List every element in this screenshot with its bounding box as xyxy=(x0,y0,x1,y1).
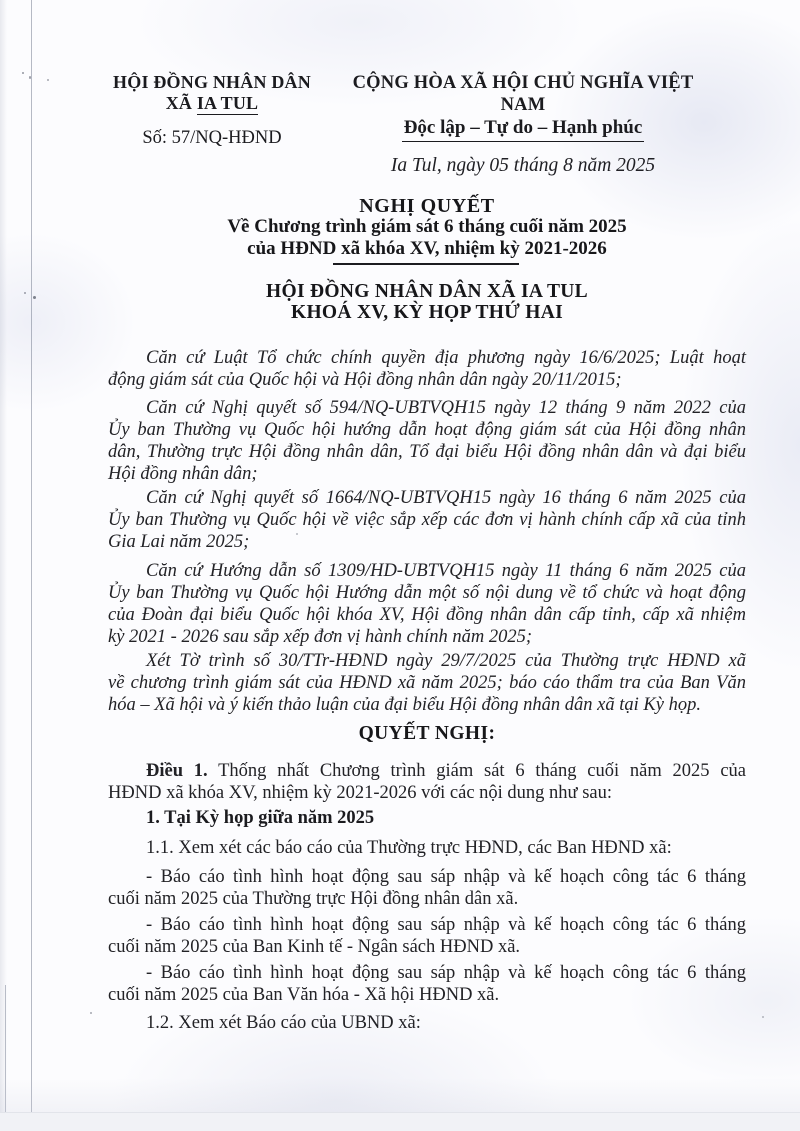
bullet-report-3 xyxy=(108,962,746,1006)
place-and-date: Ia Tul, ngày 05 tháng 8 năm 2025 xyxy=(390,155,656,176)
article-1-text: Thống nhất Chương trình giám sát 6 tháng cuối năm 2025 của xyxy=(207,761,746,781)
national-motto-wrap xyxy=(342,116,704,142)
text-line: Căn cứ Nghị quyết số 1664/NQ-UBTVQH15 ngày 16 tháng 6 năm 2025 của xyxy=(146,488,746,508)
resolve-heading: QUYẾT NGHỊ: xyxy=(358,723,496,744)
scan-fold-line xyxy=(31,0,32,1112)
preamble-paragraph-4 xyxy=(108,560,746,648)
scan-left-edge-shade xyxy=(0,0,7,1112)
title-divider-rule xyxy=(333,263,519,265)
issuing-authority-name: HỘI ĐỒNG NHÂN DÂN xyxy=(113,72,311,92)
text-line xyxy=(108,760,746,782)
scan-speck xyxy=(22,72,24,74)
text-line: Ủy ban Thường vụ Quốc hội Hướng dẫn một số nội dung về tổ chức và hoạt động xyxy=(108,583,746,603)
text-line: Ủy ban Thường vụ Quốc hội về việc sắp xếp các đơn vị hành chính cấp xã của tỉnh xyxy=(108,510,746,530)
preamble-paragraph-2 xyxy=(108,397,746,485)
council-heading-line1: HỘI ĐỒNG NHÂN DÂN XÃ IA TUL xyxy=(266,281,588,302)
section-1-heading: 1. Tại Kỳ họp giữa năm 2025 xyxy=(146,808,375,828)
text-line: Xét Tờ trình số 30/TTr-HĐND ngày 29/7/2025 của Thường trực HĐND xã xyxy=(146,651,746,671)
text-line: Căn cứ Nghị quyết số 594/NQ-UBTVQH15 ngày 12 tháng 9 năm 2022 của xyxy=(146,398,746,418)
national-title: CỘNG HÒA XÃ HỘI CHỦ NGHĨA VIỆT NAM xyxy=(352,73,694,115)
bullet-report-1 xyxy=(108,866,746,910)
scan-bottom-shade xyxy=(0,1078,800,1112)
preamble-paragraph-5 xyxy=(108,650,746,716)
scan-speck xyxy=(762,1016,764,1018)
text-line: hóa – Xã hội và ý kiến thảo luận của đại biểu Hội đồng nhân dân xã tại Kỳ họp. xyxy=(108,695,701,715)
text-line: về chương trình giám sát của HĐND xã năm 2025; báo cáo thẩm tra của Ban Văn xyxy=(108,673,746,693)
text-line: 1.1. Xem xét các báo cáo của Thường trực HĐND, các Ban HĐND xã: xyxy=(146,838,672,858)
issuing-authority-block xyxy=(112,72,312,149)
scan-outside-page-strip xyxy=(0,1112,800,1131)
scan-speck xyxy=(47,79,49,81)
text-line: HĐND xã khóa XV, nhiệm kỳ 2021-2026 với các nội dung như sau: xyxy=(108,783,612,803)
text-line: Căn cứ Luật Tổ chức chính quyền địa phương ngày 16/6/2025; Luật hoạt xyxy=(146,348,746,368)
item-1-2 xyxy=(108,1012,746,1034)
scan-speck xyxy=(24,292,26,294)
national-motto: Độc lập – Tự do – Hạnh phúc xyxy=(402,117,645,142)
text-line: 1.2. Xem xét Báo cáo của UBND xã: xyxy=(146,1013,421,1033)
text-line: cuối năm 2025 của Thường trực Hội đồng nhân dân xã. xyxy=(108,889,519,909)
document-subtitle-line2: của HĐND xã khóa XV, nhiệm kỳ 2021-2026 xyxy=(247,238,607,259)
text-line: Ủy ban Thường vụ Quốc hội hướng dẫn hoạt động giám sát của Hội đồng nhân xyxy=(108,420,746,440)
scan-speck xyxy=(29,76,31,79)
preamble-paragraph-3 xyxy=(108,487,746,553)
bullet-report-2 xyxy=(108,914,746,958)
commune-name-underlined: IA TUL xyxy=(196,93,259,113)
document-subtitle-line1: Về Chương trình giám sát 6 tháng cuối năm 2025 xyxy=(227,216,627,237)
text-line: cuối năm 2025 của Ban Kinh tế - Ngân sách HĐND xã. xyxy=(108,937,521,957)
council-heading-line2: KHOÁ XV, KỲ HỌP THỨ HAI xyxy=(291,302,563,323)
scan-speck xyxy=(90,1012,92,1014)
document-title: NGHỊ QUYẾT xyxy=(359,195,495,217)
text-line: kỳ 2021 - 2026 sau sắp xếp đơn vị hành chính năm 2025; xyxy=(108,627,533,647)
document-number: Số: 57/NQ-HĐND xyxy=(142,128,282,148)
item-1-1 xyxy=(108,837,746,859)
text-line: Căn cứ Hướng dẫn số 1309/HD-UBTVQH15 ngày 11 tháng 6 năm 2025 của xyxy=(146,561,746,581)
text-line: cuối năm 2025 của Ban Văn hóa - Xã hội HĐND xã. xyxy=(108,985,500,1005)
text-line: - Báo cáo tình hình hoạt động sau sáp nhập và kế hoạch công tác 6 tháng xyxy=(146,915,746,935)
text-line: Gia Lai năm 2025; xyxy=(108,532,250,552)
text-line: của Đoàn đại biểu Quốc hội khóa XV, Hội đồng nhân dân cấp tỉnh, cấp xã nhiệm xyxy=(108,605,746,625)
article-1-paragraph xyxy=(108,760,746,804)
preamble-paragraph-1 xyxy=(108,347,746,391)
document-subtitle xyxy=(108,216,746,260)
text-line: động giám sát của Quốc hội và Hội đồng nhân dân ngày 20/11/2015; xyxy=(108,370,622,390)
scan-speck xyxy=(33,296,36,299)
article-1-label: Điều 1. xyxy=(146,761,208,781)
text-line: - Báo cáo tình hình hoạt động sau sáp nhập và kế hoạch công tác 6 tháng xyxy=(146,963,746,983)
issuing-authority-commune: XÃ IA TUL xyxy=(165,93,259,113)
text-line: - Báo cáo tình hình hoạt động sau sáp nhập và kế hoạch công tác 6 tháng xyxy=(146,867,746,887)
text-line: dân, Thường trực Hội đồng nhân dân, Tổ đại biểu Hội đồng nhân dân và đại biểu xyxy=(108,442,746,462)
text-line: Hội đồng nhân dân; xyxy=(108,464,258,484)
national-header-block xyxy=(342,72,704,177)
